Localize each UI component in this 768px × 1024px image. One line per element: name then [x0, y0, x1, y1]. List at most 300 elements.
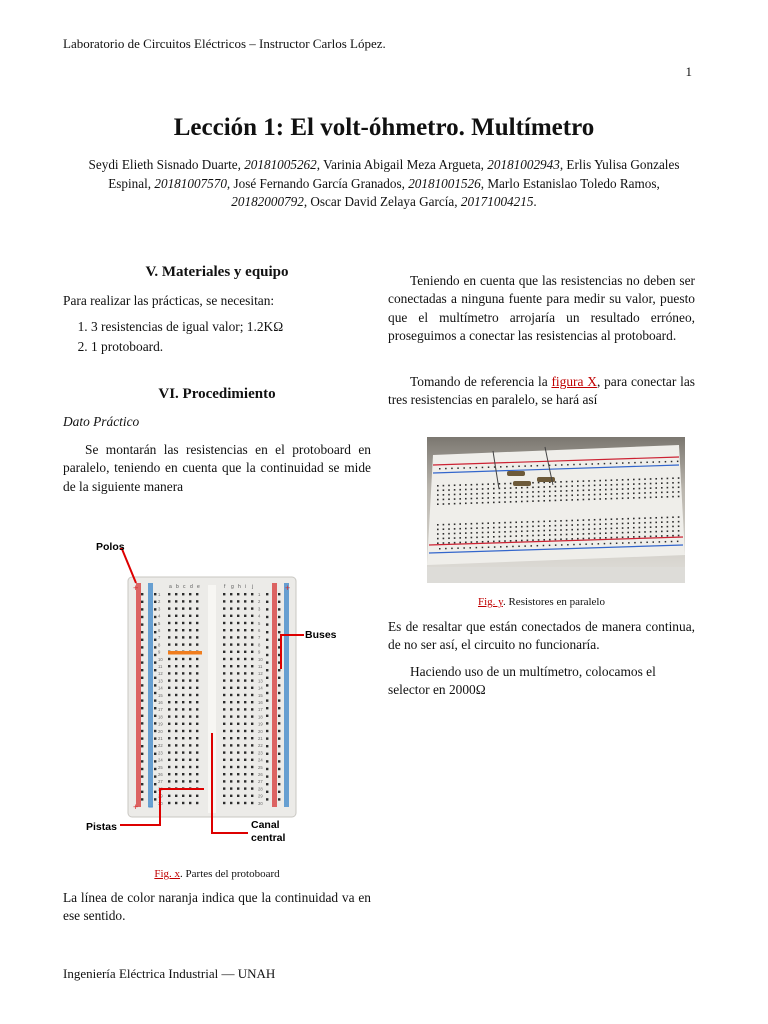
- breadboard-hole: [168, 802, 170, 804]
- breadboard-hole: [154, 669, 156, 671]
- breadboard-hole: [223, 658, 225, 660]
- breadboard-hole: [182, 658, 184, 660]
- bus-line-blue: [148, 583, 153, 807]
- breadboard-hole: [499, 536, 501, 538]
- breadboard-hole: [448, 542, 450, 544]
- breadboard-hole: [154, 768, 156, 770]
- breadboard-hole: [237, 744, 239, 746]
- breadboard-hole: [644, 527, 646, 529]
- author-id: 20181005262: [244, 157, 317, 172]
- reference-paragraph: [388, 373, 695, 410]
- breadboard-hole: [543, 521, 545, 523]
- figure-caption-x: [63, 865, 371, 883]
- breadboard-hole: [487, 532, 489, 534]
- breadboard-hole: [655, 535, 657, 537]
- breadboard-hole: [588, 538, 590, 540]
- breadboard-hole: [476, 541, 478, 543]
- breadboard-hole: [465, 503, 467, 505]
- breadboard-hole: [278, 669, 280, 671]
- breadboard-hole: [237, 694, 239, 696]
- breadboard-hole: [278, 699, 280, 701]
- breadboard-hole: [644, 478, 646, 480]
- breadboard-hole: [237, 773, 239, 775]
- breadboard-hole: [678, 491, 680, 493]
- breadboard-hole: [168, 643, 170, 645]
- breadboard-hole: [549, 495, 551, 497]
- breadboard-hole: [230, 622, 232, 624]
- breadboard-hole: [168, 744, 170, 746]
- breadboard-hole: [251, 766, 253, 768]
- breadboard-hole: [223, 715, 225, 717]
- row-number: 18: [258, 714, 263, 720]
- breadboard-hole: [622, 462, 624, 464]
- breadboard-hole: [454, 523, 456, 525]
- breadboard-hole: [230, 593, 232, 595]
- breadboard-hole: [278, 677, 280, 679]
- breadboard-hole: [251, 615, 253, 617]
- breadboard-hole: [622, 542, 624, 544]
- row-number: 19: [258, 721, 263, 727]
- breadboard-hole: [594, 489, 596, 491]
- breadboard-hole: [278, 760, 280, 762]
- minus-sign: −: [148, 802, 154, 812]
- breadboard-hole: [459, 484, 461, 486]
- column-letter: b: [176, 584, 179, 590]
- breadboard-hole: [154, 707, 156, 709]
- breadboard-hole: [499, 501, 501, 503]
- breadboard-hole: [521, 526, 523, 528]
- breadboard-hole: [154, 715, 156, 717]
- label-central: central: [251, 832, 286, 844]
- breadboard-hole: [154, 699, 156, 701]
- breadboard-hole: [493, 483, 495, 485]
- breadboard-hole: [237, 615, 239, 617]
- breadboard-hole: [515, 496, 517, 498]
- row-number: 20: [258, 728, 263, 734]
- breadboard-hole: [223, 780, 225, 782]
- breadboard-hole: [644, 488, 646, 490]
- breadboard-hole: [223, 679, 225, 681]
- breadboard-hole: [678, 525, 680, 527]
- breadboard-hole: [566, 495, 568, 497]
- breadboard-hole: [661, 517, 663, 519]
- breadboard-hole: [504, 483, 506, 485]
- breadboard-hole: [189, 751, 191, 753]
- breadboard-hole: [223, 737, 225, 739]
- breadboard-hole: [493, 497, 495, 499]
- breadboard-hole: [278, 623, 280, 625]
- breadboard-hole: [493, 541, 495, 543]
- breadboard-hole: [168, 715, 170, 717]
- breadboard-hole: [437, 542, 439, 544]
- row-number: 17: [258, 707, 263, 713]
- breadboard-hole: [443, 485, 445, 487]
- breadboard-hole: [168, 723, 170, 725]
- breadboard-hole: [661, 487, 663, 489]
- breadboard-hole: [196, 672, 198, 674]
- breadboard-hole: [639, 522, 641, 524]
- breadboard-hole: [571, 485, 573, 487]
- breadboard-hole: [521, 501, 523, 503]
- breadboard-hole: [560, 525, 562, 527]
- breadboard-hole: [655, 478, 657, 480]
- author-name: , Oscar David Zelaya García,: [303, 194, 461, 209]
- breadboard-hole: [237, 795, 239, 797]
- breadboard-hole: [230, 701, 232, 703]
- breadboard-hole: [571, 481, 573, 483]
- plus-sign: +: [285, 583, 291, 593]
- breadboard-hole: [633, 527, 635, 529]
- breadboard-hole: [251, 780, 253, 782]
- breadboard-hole: [251, 665, 253, 667]
- breadboard-hole: [175, 701, 177, 703]
- breadboard-hole: [650, 531, 652, 533]
- breadboard-hole: [566, 534, 568, 536]
- figure-reference-link[interactable]: Fig. x: [154, 868, 181, 880]
- row-number: 18: [158, 714, 163, 720]
- breadboard-hole: [487, 488, 489, 490]
- breadboard-hole: [223, 622, 225, 624]
- caption-text: . Resistores en paralelo: [502, 596, 605, 608]
- breadboard-hole: [168, 615, 170, 617]
- breadboard-hole: [437, 533, 439, 535]
- breadboard-hole: [500, 466, 502, 468]
- breadboard-hole: [549, 545, 551, 547]
- breadboard-hole: [454, 533, 456, 535]
- breadboard-hole: [531, 465, 533, 467]
- breadboard-hole: [266, 707, 268, 709]
- breadboard-hole: [189, 607, 191, 609]
- breadboard-hole: [230, 795, 232, 797]
- author-id: 20181001526: [408, 175, 481, 191]
- breadboard-hole: [266, 798, 268, 800]
- breadboard-hole: [168, 679, 170, 681]
- breadboard-hole: [244, 607, 246, 609]
- breadboard-hole: [650, 487, 652, 489]
- breadboard-hole: [448, 503, 450, 505]
- breadboard-hole: [141, 654, 143, 656]
- breadboard-hole: [499, 531, 501, 533]
- breadboard-hole: [459, 489, 461, 491]
- breadboard-hole: [471, 537, 473, 539]
- breadboard-hole: [196, 629, 198, 631]
- breadboard-hole: [182, 744, 184, 746]
- breadboard-hole: [499, 492, 501, 494]
- breadboard-hole: [543, 491, 545, 493]
- breadboard-hole: [168, 636, 170, 638]
- breadboard-hole: [175, 622, 177, 624]
- breadboard-hole: [154, 661, 156, 663]
- breadboard-hole: [175, 687, 177, 689]
- breadboard-hole: [538, 535, 540, 537]
- breadboard-hole: [577, 520, 579, 522]
- breadboard-hole: [168, 687, 170, 689]
- breadboard-hole: [196, 643, 198, 645]
- breadboard-hole: [661, 535, 663, 537]
- breadboard-hole: [175, 802, 177, 804]
- breadboard-hole: [611, 532, 613, 534]
- breadboard-hole: [667, 482, 669, 484]
- breadboard-hole: [154, 760, 156, 762]
- breadboard-hole: [560, 499, 562, 501]
- breadboard-hole: [251, 723, 253, 725]
- breadboard-hole: [175, 708, 177, 710]
- breadboard-hole: [583, 533, 585, 535]
- breadboard-hole: [266, 737, 268, 739]
- breadboard-hole: [237, 687, 239, 689]
- breadboard-hole: [592, 463, 594, 465]
- breadboard-hole: [633, 497, 635, 499]
- breadboard-hole: [251, 643, 253, 645]
- breadboard-hole: [175, 636, 177, 638]
- breadboard-hole: [588, 499, 590, 501]
- breadboard-hole: [230, 600, 232, 602]
- breadboard-hole: [141, 791, 143, 793]
- breadboard-hole: [168, 622, 170, 624]
- breadboard-hole: [504, 501, 506, 503]
- figure-x-link[interactable]: figura X: [551, 374, 597, 389]
- breadboard-hole: [555, 464, 557, 466]
- breadboard-hole: [454, 528, 456, 530]
- list-item: 2. 1 protoboard.: [91, 338, 371, 356]
- breadboard-hole: [459, 523, 461, 525]
- breadboard-hole: [577, 529, 579, 531]
- breadboard-hole: [237, 679, 239, 681]
- breadboard-hole: [168, 766, 170, 768]
- breadboard-hole: [168, 730, 170, 732]
- breadboard-hole: [230, 802, 232, 804]
- breadboard-hole: [622, 532, 624, 534]
- row-number: 28: [158, 786, 163, 792]
- breadboard-hole: [251, 651, 253, 653]
- breadboard-hole: [459, 528, 461, 530]
- breadboard-hole: [175, 600, 177, 602]
- breadboard-hole: [622, 536, 624, 538]
- breadboard-hole: [665, 461, 667, 463]
- breadboard-hole: [266, 791, 268, 793]
- breadboard-hole: [251, 629, 253, 631]
- breadboard-hole: [175, 715, 177, 717]
- breadboard-hole: [154, 639, 156, 641]
- breadboard-hole: [482, 527, 484, 529]
- breadboard-hole: [141, 715, 143, 717]
- breadboard-hole: [237, 600, 239, 602]
- breadboard-hole: [579, 544, 581, 546]
- plus-sign: +: [133, 802, 139, 812]
- breadboard-hole: [237, 787, 239, 789]
- breadboard-hole: [515, 531, 517, 533]
- breadboard-hole: [566, 524, 568, 526]
- breadboard-hole: [515, 526, 517, 528]
- breadboard-hole: [506, 466, 508, 468]
- breadboard-hole: [622, 493, 624, 495]
- breadboard-hole: [266, 783, 268, 785]
- breadboard-hole: [237, 629, 239, 631]
- breadboard-hole: [251, 737, 253, 739]
- breadboard-hole: [168, 780, 170, 782]
- breadboard-hole: [555, 486, 557, 488]
- breadboard-hole: [459, 532, 461, 534]
- breadboard-hole: [499, 540, 501, 542]
- breadboard-hole: [278, 631, 280, 633]
- breadboard-hole: [189, 759, 191, 761]
- breadboard-hole: [510, 496, 512, 498]
- breadboard-hole: [237, 715, 239, 717]
- breadboard-hole: [616, 542, 618, 544]
- breadboard-hole: [451, 548, 453, 550]
- breadboard-hole: [611, 489, 613, 491]
- breadboard-hole: [237, 708, 239, 710]
- breadboard-hole: [230, 665, 232, 667]
- breadboard-hole: [266, 593, 268, 595]
- breadboard-hole: [605, 484, 607, 486]
- row-number: 11: [158, 664, 163, 669]
- breadboard-hole: [510, 501, 512, 503]
- breadboard-hole: [616, 527, 618, 529]
- breadboard-hole: [266, 715, 268, 717]
- running-footer: Ingeniería Eléctrica Industrial — UNAH: [63, 966, 276, 981]
- breadboard-hole: [672, 516, 674, 518]
- breadboard-hole: [549, 520, 551, 522]
- author-name: .: [533, 194, 537, 209]
- breadboard-hole: [244, 802, 246, 804]
- breadboard-hole: [141, 768, 143, 770]
- breadboard-hole: [678, 496, 680, 498]
- breadboard-hole: [655, 496, 657, 498]
- breadboard-hole: [278, 593, 280, 595]
- breadboard-hole: [543, 539, 545, 541]
- breadboard-hole: [667, 530, 669, 532]
- breadboard-hole: [583, 524, 585, 526]
- breadboard-hole: [678, 535, 680, 537]
- breadboard-hole: [448, 485, 450, 487]
- breadboard-hole: [577, 490, 579, 492]
- breadboard-hole: [189, 723, 191, 725]
- breadboard-hole: [538, 521, 540, 523]
- breadboard-hole: [278, 768, 280, 770]
- breadboard-hole: [634, 462, 636, 464]
- breadboard-hole: [667, 517, 669, 519]
- breadboard-hole: [196, 766, 198, 768]
- breadboard-hole: [583, 494, 585, 496]
- breadboard-hole: [628, 462, 630, 464]
- breadboard-hole: [154, 745, 156, 747]
- breadboard-hole: [223, 600, 225, 602]
- breadboard-hole: [168, 593, 170, 595]
- row-number: 6: [258, 628, 261, 633]
- breadboard-hole: [230, 715, 232, 717]
- breadboard-hole: [443, 528, 445, 530]
- breadboard-hole: [182, 730, 184, 732]
- breadboard-hole: [196, 802, 198, 804]
- breadboard-hole: [482, 541, 484, 543]
- row-number: 10: [158, 656, 163, 662]
- breadboard-hole: [244, 636, 246, 638]
- breadboard-hole: [555, 529, 557, 531]
- breadboard-hole: [604, 463, 606, 465]
- breadboard-hole: [465, 528, 467, 530]
- breadboard-hole: [175, 643, 177, 645]
- breadboard-hole: [504, 492, 506, 494]
- subheading-dato-practico: Dato Práctico: [63, 414, 140, 429]
- resistor-1: [507, 471, 525, 476]
- breadboard-hole: [168, 600, 170, 602]
- breadboard-hole: [611, 528, 613, 530]
- figure-reference-link[interactable]: Fig. y: [478, 596, 503, 608]
- breadboard-hole: [251, 751, 253, 753]
- breadboard-hole: [182, 672, 184, 674]
- breadboard-hole: [230, 751, 232, 753]
- breadboard-hole: [278, 715, 280, 717]
- breadboard-hole: [278, 601, 280, 603]
- breadboard-hole: [594, 494, 596, 496]
- breadboard-hole: [543, 534, 545, 536]
- breadboard-hole: [175, 737, 177, 739]
- breadboard-hole: [189, 679, 191, 681]
- breadboard-hole: [605, 528, 607, 530]
- breadboard-hole: [476, 523, 478, 525]
- breadboard-hole: [622, 484, 624, 486]
- breadboard-hole: [175, 679, 177, 681]
- breadboard-hole: [168, 672, 170, 674]
- multimeter-paragraph: Haciendo uso de un multímetro, colocamos el selector en 2000Ω: [388, 664, 656, 698]
- breadboard-hole: [487, 493, 489, 495]
- breadboard-hole: [579, 464, 581, 466]
- breadboard-hole: [605, 532, 607, 534]
- breadboard-hole: [616, 462, 618, 464]
- breadboard-hole: [230, 629, 232, 631]
- row-number: 10: [258, 656, 263, 662]
- breadboard-hole: [583, 529, 585, 531]
- breadboard-hole: [223, 629, 225, 631]
- breadboard-hole: [482, 523, 484, 525]
- breadboard-hole: [639, 536, 641, 538]
- breadboard-hole: [585, 543, 587, 545]
- breadboard-hole: [230, 658, 232, 660]
- breadboard-hole: [538, 491, 540, 493]
- breadboard-hole: [154, 684, 156, 686]
- row-number: 28: [258, 786, 263, 792]
- breadboard-hole: [266, 661, 268, 663]
- breadboard-hole: [237, 780, 239, 782]
- breadboard-hole: [141, 593, 143, 595]
- breadboard-hole: [650, 517, 652, 519]
- breadboard-hole: [237, 658, 239, 660]
- breadboard-hole: [627, 527, 629, 529]
- breadboard-hole: [244, 795, 246, 797]
- breadboard-hole: [604, 543, 606, 545]
- breadboard-hole: [633, 532, 635, 534]
- breadboard-hole: [196, 658, 198, 660]
- breadboard-hole: [196, 665, 198, 667]
- breadboard-hole: [494, 546, 496, 548]
- breadboard-hole: [244, 715, 246, 717]
- breadboard-hole: [521, 496, 523, 498]
- breadboard-hole: [266, 768, 268, 770]
- breadboard-hole: [677, 541, 679, 543]
- breadboard-hole: [482, 467, 484, 469]
- breadboard-hole: [567, 544, 569, 546]
- breadboard-hole: [168, 665, 170, 667]
- breadboard-hole: [605, 489, 607, 491]
- row-number: 13: [158, 678, 163, 684]
- breadboard-hole: [538, 496, 540, 498]
- row-number: 12: [258, 671, 263, 677]
- breadboard-hole: [588, 528, 590, 530]
- breadboard-hole: [182, 600, 184, 602]
- breadboard-hole: [521, 487, 523, 489]
- breadboard-hole: [141, 639, 143, 641]
